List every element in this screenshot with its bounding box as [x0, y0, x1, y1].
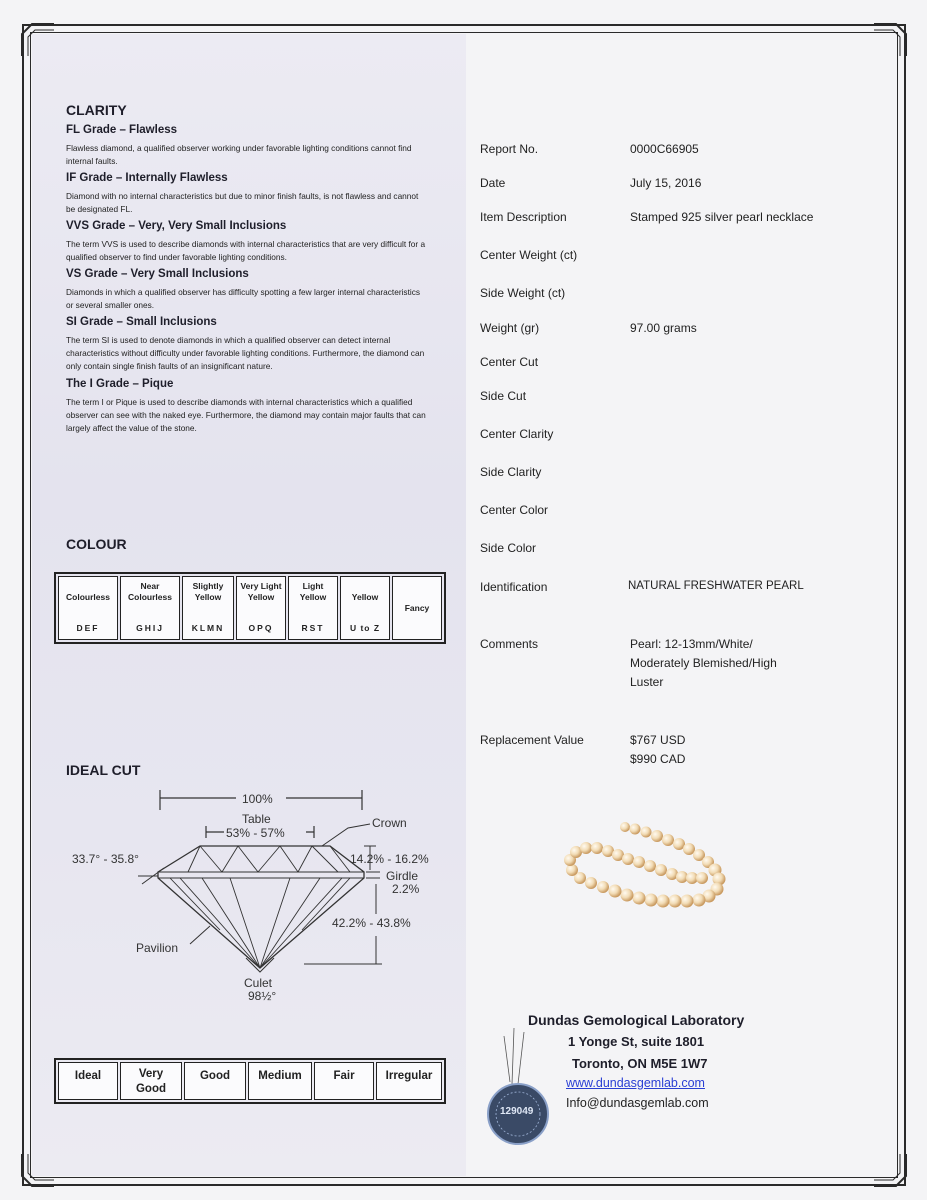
- report-label: Center Color: [480, 503, 549, 517]
- comments-line: Luster: [630, 675, 664, 689]
- colour-cell: Very Light Yellow OPQ: [236, 576, 286, 640]
- corner-ornament-icon: [870, 20, 910, 60]
- replacement-line: $990 CAD: [630, 752, 686, 766]
- cut-grade-cell: Fair: [314, 1062, 374, 1100]
- grade-description: The term VVS is used to describe diamonds with internal characteristics that are very difficult for a qualified observer to find under favorable lighting conditions.: [66, 239, 426, 262]
- comments-label: Comments: [480, 637, 539, 651]
- width-label: 100%: [242, 792, 273, 806]
- colour-cell: Yellow U to Z: [340, 576, 390, 640]
- crown-height-label: 14.2% - 16.2%: [350, 852, 429, 866]
- girdle-label: Girdle: [386, 869, 419, 883]
- report-label: Side Color: [480, 541, 537, 555]
- report-value: 0000C66905: [630, 142, 699, 156]
- lab-email: Info@dundasgemlab.com: [566, 1096, 709, 1110]
- grade-heading: VVS Grade – Very, Very Small Inclusions: [66, 220, 287, 232]
- report-label: Date: [480, 176, 506, 190]
- report-label: Side Clarity: [480, 465, 542, 479]
- culet-value: 98½°: [248, 989, 277, 1003]
- report-value: 97.00 grams: [630, 321, 697, 335]
- ideal-cut-title: IDEAL CUT: [66, 762, 141, 778]
- grade-description: The term I or Pique is used to describe diamonds with internal characteristics which a qualified observer can see with the naked eye. Furthermore, the diamond may contain major faults that can largely affect the value of the stone.: [66, 397, 426, 433]
- report-label: Report No.: [480, 142, 539, 156]
- grade-heading: SI Grade – Small Inclusions: [66, 316, 217, 328]
- lab-address-line1: 1 Yonge St, suite 1801: [568, 1034, 705, 1049]
- table-range-label: 53% - 57%: [226, 826, 285, 840]
- colour-cell: Slightly Yellow KLMN: [182, 576, 234, 640]
- crown-label: Crown: [372, 816, 407, 830]
- culet-label: Culet: [244, 976, 273, 990]
- pavilion-label: Pavilion: [136, 941, 179, 955]
- report-label: Side Cut: [480, 389, 527, 403]
- report-label: Center Clarity: [480, 427, 554, 441]
- lab-name: Dundas Gemological Laboratory: [528, 1012, 745, 1028]
- grade-heading: VS Grade – Very Small Inclusions: [66, 268, 249, 280]
- corner-ornament-icon: [870, 1150, 910, 1190]
- cut-grade-cell: Ideal: [58, 1062, 118, 1100]
- report-label: Side Weight (ct): [480, 286, 566, 300]
- colour-cell: Colourless DEF: [58, 576, 118, 640]
- hologram-seal-icon: [474, 1026, 564, 1146]
- report-value: July 15, 2016: [630, 176, 702, 190]
- replacement-line: $767 USD: [630, 733, 686, 747]
- grade-description: Diamond with no internal characteristics but due to minor finish faults, is not flawless and cannot be designated FL.: [66, 191, 419, 214]
- corner-ornament-icon: [18, 20, 58, 60]
- cut-grade-cell: Medium: [248, 1062, 312, 1100]
- grade-description: The term SI is used to denote diamonds in which a qualified observer can detect internal characteristics without difficulty under favorable lighting conditions. Furthermore, the diamond can only contain single finish faults of an insignificant nature.: [66, 335, 425, 371]
- colour-title: COLOUR: [66, 536, 127, 552]
- clarity-title: CLARITY: [66, 102, 127, 118]
- grade-description: Flawless diamond, a qualified observer working under favorable lighting conditions cannot find internal faults.: [66, 143, 412, 166]
- cut-grade-cell: Irregular: [376, 1062, 442, 1100]
- comments-line: Moderately Blemished/High: [630, 656, 777, 670]
- grade-heading: The I Grade – Pique: [66, 378, 174, 390]
- cut-grade-cell: Good: [184, 1062, 246, 1100]
- seal-number: 129049: [500, 1106, 534, 1117]
- report-label: Identification: [480, 580, 548, 594]
- grade-heading: FL Grade – Flawless: [66, 124, 178, 136]
- colour-cell: Near Colourless GHIJ: [120, 576, 180, 640]
- table-label: Table: [242, 812, 271, 826]
- corner-ornament-icon: [18, 1150, 58, 1190]
- lab-website-link[interactable]: www.dundasgemlab.com: [566, 1076, 705, 1090]
- grade-description: Diamonds in which a qualified observer has difficulty spotting a few larger internal characteristics or several smaller ones.: [66, 287, 421, 310]
- lab-address-line2: Toronto, ON M5E 1W7: [572, 1056, 708, 1071]
- colour-cell: Light Yellow RST: [288, 576, 338, 640]
- report-label: Center Cut: [480, 355, 539, 369]
- girdle-value: 2.2%: [392, 882, 420, 896]
- pearl-necklace-image: [555, 815, 745, 920]
- pavilion-depth-label: 42.2% - 43.8%: [332, 916, 411, 930]
- colour-cell: Fancy: [392, 576, 442, 640]
- comments-line: Pearl: 12-13mm/White/: [630, 637, 753, 651]
- replacement-label: Replacement Value: [480, 733, 584, 747]
- report-label: Weight (gr): [480, 321, 540, 335]
- report-label: Item Description: [480, 210, 567, 224]
- crown-angle-label: 33.7° - 35.8°: [72, 852, 139, 866]
- report-label: Center Weight (ct): [480, 248, 578, 262]
- report-value: NATURAL FRESHWATER PEARL: [628, 580, 804, 592]
- cut-grade-cell: Very Good: [120, 1062, 182, 1100]
- grade-heading: IF Grade – Internally Flawless: [66, 172, 228, 184]
- report-value: Stamped 925 silver pearl necklace: [630, 210, 814, 224]
